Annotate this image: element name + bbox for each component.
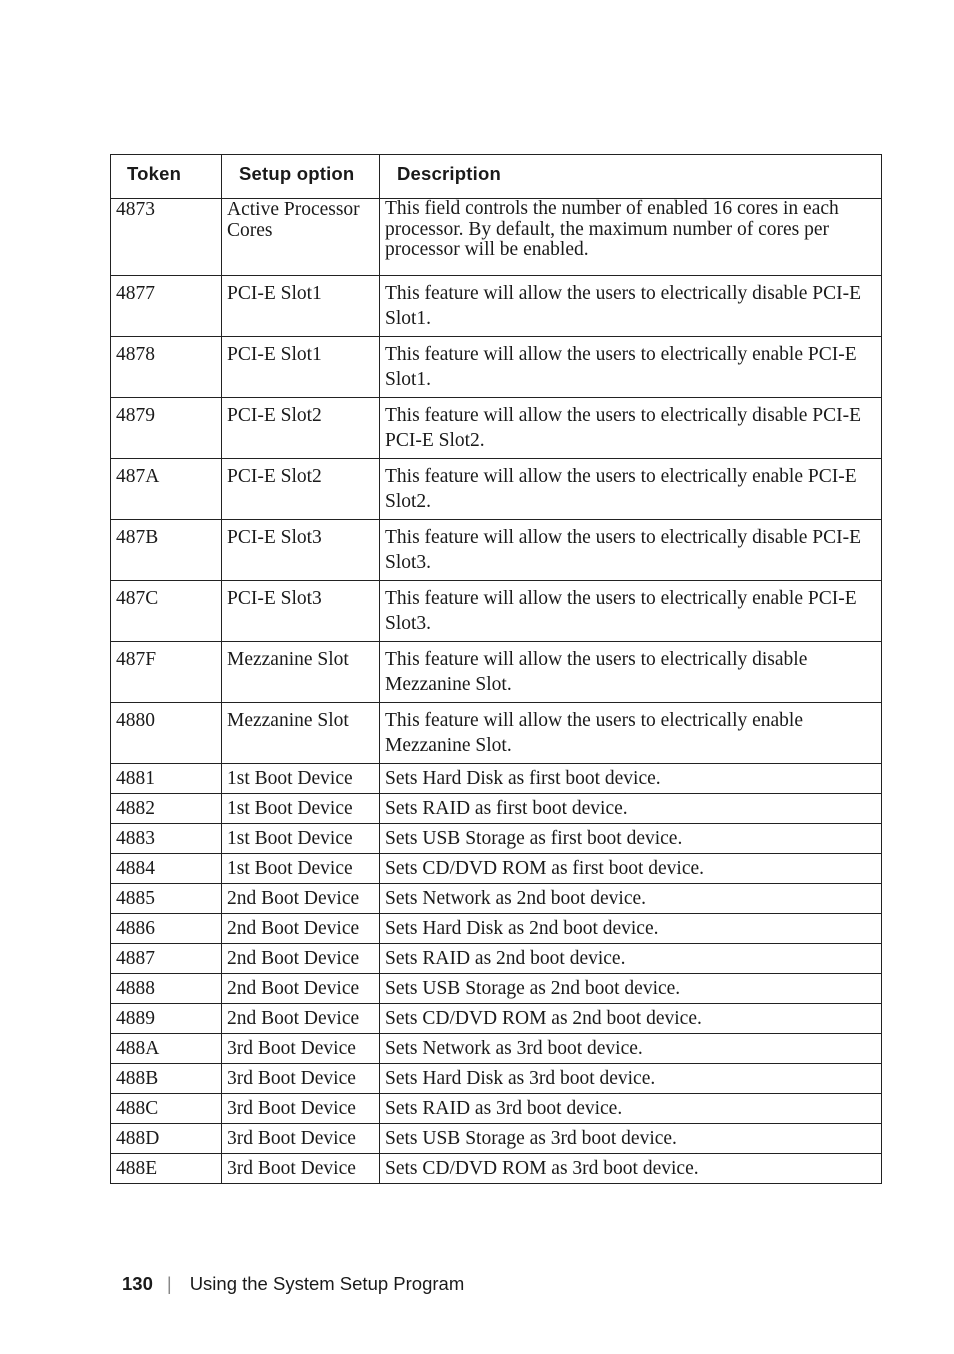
token-table [110, 154, 882, 1184]
description-cell: This feature will allow the users to electrically enable Mezzanine Slot. [380, 703, 882, 764]
description-cell: Sets CD/DVD ROM as first boot device. [380, 854, 882, 884]
token-cell: 488E [111, 1154, 222, 1184]
setup-option-cell: 1st Boot Device [222, 824, 380, 854]
table-row [111, 459, 882, 520]
setup-option-cell: 2nd Boot Device [222, 884, 380, 914]
token-cell: 488A [111, 1034, 222, 1064]
setup-option-cell: PCI-E Slot2 [222, 398, 380, 459]
description-cell: This feature will allow the users to electrically disable PCI-E Slot1. [380, 276, 882, 337]
table-row [111, 1034, 882, 1064]
token-cell: 488D [111, 1124, 222, 1154]
token-cell: 487F [111, 642, 222, 703]
table-row [111, 337, 882, 398]
table-row [111, 824, 882, 854]
table-row [111, 520, 882, 581]
table-row [111, 794, 882, 824]
token-cell: 487A [111, 459, 222, 520]
table-row [111, 1064, 882, 1094]
description-cell: Sets Network as 3rd boot device. [380, 1034, 882, 1064]
description-cell: Sets CD/DVD ROM as 2nd boot device. [380, 1004, 882, 1034]
table-row [111, 398, 882, 459]
setup-option-cell: PCI-E Slot2 [222, 459, 380, 520]
page-number: 130 [122, 1273, 153, 1294]
setup-option-cell: 2nd Boot Device [222, 914, 380, 944]
page-footer [122, 1272, 464, 1296]
token-cell: 4881 [111, 764, 222, 794]
setup-option-cell: 3rd Boot Device [222, 1034, 380, 1064]
description-cell: This feature will allow the users to electrically enable PCI-E Slot1. [380, 337, 882, 398]
table-header-row [111, 155, 882, 199]
table-row [111, 1154, 882, 1184]
description-cell: Sets USB Storage as 2nd boot device. [380, 974, 882, 1004]
table-row [111, 199, 882, 276]
token-cell: 487C [111, 581, 222, 642]
token-cell: 4882 [111, 794, 222, 824]
setup-option-cell: Mezzanine Slot [222, 703, 380, 764]
setup-option-cell: PCI-E Slot3 [222, 581, 380, 642]
table-row [111, 974, 882, 1004]
setup-option-cell: 3rd Boot Device [222, 1064, 380, 1094]
table-row [111, 884, 882, 914]
table-row [111, 276, 882, 337]
description-cell: This feature will allow the users to electrically enable PCI-E Slot2. [380, 459, 882, 520]
setup-option-cell: PCI-E Slot3 [222, 520, 380, 581]
setup-option-text: Active Processor Cores [227, 199, 360, 241]
token-cell: 4884 [111, 854, 222, 884]
token-cell: 488C [111, 1094, 222, 1124]
token-cell: 4889 [111, 1004, 222, 1034]
table-row [111, 703, 882, 764]
token-cell: 488B [111, 1064, 222, 1094]
setup-option-cell: 2nd Boot Device [222, 974, 380, 1004]
header-token: Token [111, 155, 222, 199]
token-cell: 4879 [111, 398, 222, 459]
section-title: Using the System Setup Program [189, 1273, 465, 1294]
token-cell: 4883 [111, 824, 222, 854]
token-cell: 4878 [111, 337, 222, 398]
description-cell: Sets Hard Disk as 2nd boot device. [380, 914, 882, 944]
setup-option-cell: 1st Boot Device [222, 764, 380, 794]
token-cell: 4873 [111, 199, 222, 276]
setup-option-cell: Mezzanine Slot [222, 642, 380, 703]
setup-option-cell: 3rd Boot Device [222, 1124, 380, 1154]
token-cell: 4880 [111, 703, 222, 764]
token-cell: 4888 [111, 974, 222, 1004]
setup-option-cell [222, 199, 380, 276]
table-row [111, 944, 882, 974]
description-cell: This feature will allow the users to electrically disable Mezzanine Slot. [380, 642, 882, 703]
description-cell: This feature will allow the users to electrically enable PCI-E Slot3. [380, 581, 882, 642]
setup-option-cell: 2nd Boot Device [222, 1004, 380, 1034]
description-cell: Sets USB Storage as 3rd boot device. [380, 1124, 882, 1154]
table-row [111, 642, 882, 703]
header-setup-option: Setup option [222, 155, 380, 199]
table-row [111, 1094, 882, 1124]
token-cell: 4886 [111, 914, 222, 944]
description-cell: This feature will allow the users to electrically disable PCI-E PCI-E Slot2. [380, 398, 882, 459]
setup-option-cell: 3rd Boot Device [222, 1094, 380, 1124]
header-description: Description [380, 155, 882, 199]
description-cell: This feature will allow the users to electrically disable PCI-E Slot3. [380, 520, 882, 581]
token-cell: 4885 [111, 884, 222, 914]
table-row [111, 1124, 882, 1154]
token-cell: 487B [111, 520, 222, 581]
description-cell: Sets Hard Disk as 3rd boot device. [380, 1064, 882, 1094]
token-cell: 4887 [111, 944, 222, 974]
table-row [111, 914, 882, 944]
description-cell: Sets Hard Disk as first boot device. [380, 764, 882, 794]
footer-separator: | [166, 1273, 172, 1294]
description-cell: This field controls the number of enabled 16 cores in each processor. By default, the maximum number of cores per processor will be enabled. [380, 199, 882, 276]
setup-option-cell: PCI-E Slot1 [222, 337, 380, 398]
table-row [111, 581, 882, 642]
setup-option-cell: 1st Boot Device [222, 794, 380, 824]
token-cell: 4877 [111, 276, 222, 337]
description-cell: Sets RAID as 3rd boot device. [380, 1094, 882, 1124]
table-row [111, 1004, 882, 1034]
table-row [111, 854, 882, 884]
setup-option-cell: PCI-E Slot1 [222, 276, 380, 337]
setup-option-cell: 3rd Boot Device [222, 1154, 380, 1184]
setup-option-cell: 2nd Boot Device [222, 944, 380, 974]
description-cell: Sets USB Storage as first boot device. [380, 824, 882, 854]
description-cell: Sets RAID as 2nd boot device. [380, 944, 882, 974]
description-cell: Sets CD/DVD ROM as 3rd boot device. [380, 1154, 882, 1184]
description-cell: Sets Network as 2nd boot device. [380, 884, 882, 914]
description-cell: Sets RAID as first boot device. [380, 794, 882, 824]
setup-option-cell: 1st Boot Device [222, 854, 380, 884]
table-row [111, 764, 882, 794]
